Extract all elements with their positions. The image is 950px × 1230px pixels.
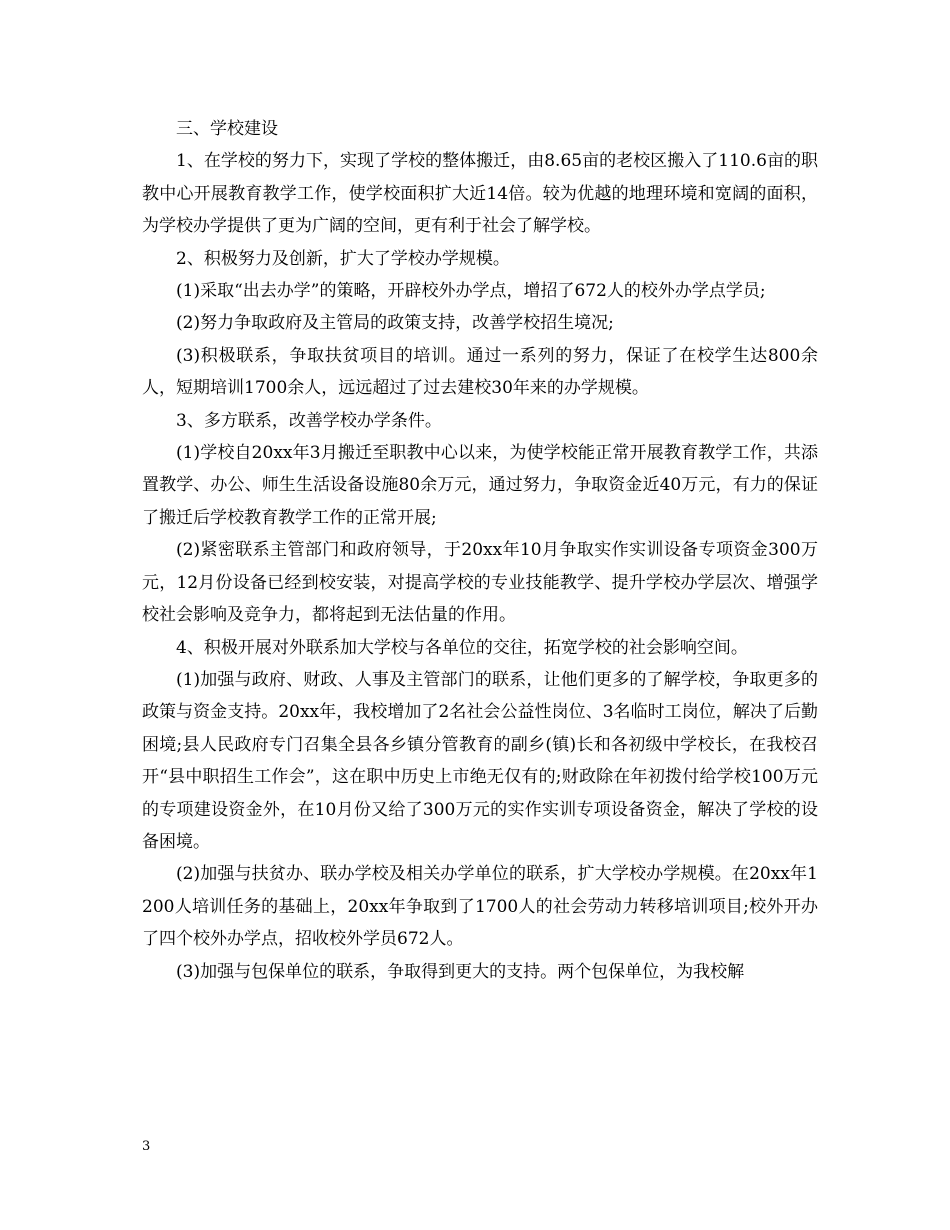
- paragraph: 4、积极开展对外联系加大学校与各单位的交往，拓宽学校的社会影响空间。: [176, 637, 748, 658]
- paragraph: (2)紧密联系主管部门和政府领导，于20xx年10月争取实作实训设备专项资金300万元，12月份设备已经到校安装，对提高学校的专业技能教学、提升学校办学层次、增强学校社会影响及竞争力，都将起到无法估量的作用。: [142, 540, 818, 626]
- paragraph: (1)加强与政府、财政、人事及主管部门的联系，让他们更多的了解学校，争取更多的政策与资金支持。20xx年，我校增加了2名社会公益性岗位、3名临时工岗位，解决了后勤困境;县人民政府专门召集全县各乡镇分管教育的副乡(镇)长和各初级中学校长，在我校召开“县中职招生工作会”，这在职中历史上市绝无仅有的;财政除在年初拨付给学校100万元的专项建设资金外，在10月份又给了300万元的实作实训专项设备资金，解决了学校的设备困境。: [142, 669, 818, 852]
- paragraph: (1)学校自20xx年3月搬迁至职教中心以来，为使学校能正常开展教育教学工作，共添置教学、办公、师生生活设备设施80余万元，通过努力，争取资金近40万元，有力的保证了搬迁后学校教育教学工作的正常开展;: [142, 443, 818, 528]
- document-body: [142, 113, 818, 988]
- paragraph: 3、多方联系，改善学校办学条件。: [176, 410, 442, 431]
- paragraph: (3)积极联系，争取扶贫项目的培训。通过一系列的努力，保证了在校学生达800余人，短期培训1700余人，远远超过了过去建校30年来的办学规模。: [142, 345, 818, 399]
- page-number: 3: [142, 1139, 151, 1154]
- paragraph: (2)努力争取政府及主管局的政策支持，改善学校招生境况;: [176, 313, 614, 334]
- paragraph: 2、积极努力及创新，扩大了学校办学规模。: [176, 248, 510, 269]
- paragraph: 1、在学校的努力下，实现了学校的整体搬迁，由8.65亩的老校区搬入了110.6亩的职教中心开展教育教学工作，使学校面积扩大近14倍。较为优越的地理环境和宽阔的面积，为学校办学提供了更为广阔的空间，更有利于社会了解学校。: [142, 151, 818, 237]
- paragraph: (2)加强与扶贫办、联办学校及相关办学单位的联系，扩大学校办学规模。在20xx年1200人培训任务的基础上，20xx年争取到了1700人的社会劳动力转移培训项目;校外开办了四个校外办学点，招收校外学员672人。: [142, 864, 818, 950]
- paragraph: (1)采取“出去办学”的策略，开辟校外办学点，增招了672人的校外办学点学员;: [176, 281, 766, 302]
- paragraph: (3)加强与包保单位的联系，争取得到更大的支持。两个包保单位，为我校解: [176, 961, 745, 982]
- section-heading: 三、学校建设: [176, 119, 278, 139]
